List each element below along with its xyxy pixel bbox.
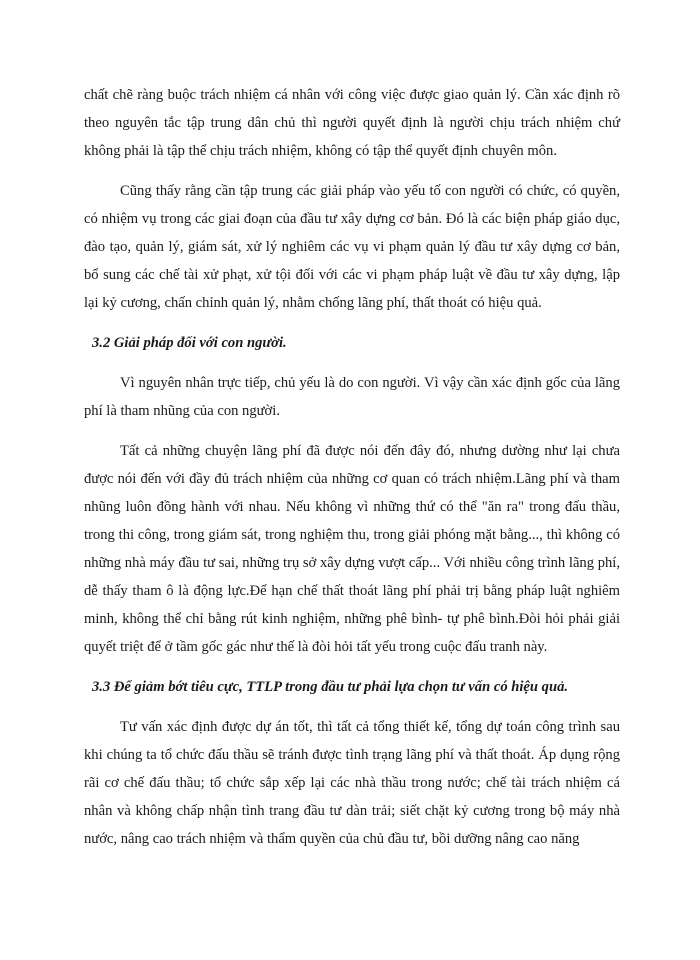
paragraph-human-factor: Cũng thấy rằng cần tập trung các giải pháp vào yếu tố con người có chức, có quyền, có nhiệm vụ trong các giai đoạn của đầu tư xây dựng cơ bản. Đó là các biện pháp giáo dục, đào tạo, quản lý, giám sát, xử lý nghiêm các vụ vi phạm quản lý đầu tư xây dựng cơ bản, bổ sung các chế tài xử phạt, xử tội đối với các vi phạm pháp luật về đầu tư xây dựng, lập lại kỷ cương, chấn chỉnh quản lý, nhằm chống lãng phí, thất thoát có hiệu quả. — [84, 183, 620, 311]
section-heading-3-2: 3.2 Giải pháp đối với con người. — [92, 335, 287, 351]
paragraph-waste-corruption: Tất cả những chuyện lãng phí đã được nói đến đây đó, nhưng dường như lại chưa được nói đến với đầy đủ trách nhiệm của những cơ quan có trách nhiệm.Lãng phí và tham nhũng luôn đồng hành với nhau. Nếu không vì những thứ có thể "ăn ra" trong đấu thầu, trong thi công, trong giám sát, trong nghiệm thu, trong giải phóng mặt bằng..., thì không có những nhà máy đầu tư sai, những trụ sở xây dựng vượt cấp... Với nhiều công trình lãng phí, dễ thấy tham ô là động lực.Để hạn chế thất thoát lãng phí phải trị bằng pháp luật nghiêm minh, không thể chỉ bằng rút kinh nghiệm, những phê bình- tự phê bình.Đòi hỏi phải giải quyết triệt để ở tầm gốc gác như thế là đòi hỏi tất yếu trong cuộc đấu tranh này. — [84, 443, 620, 655]
document-body — [84, 81, 620, 853]
paragraph-responsibility: chất chẽ ràng buộc trách nhiệm cá nhân với công việc được giao quản lý. Cần xác định rõ theo nguyên tắc tập trung dân chủ thì người quyết định là người chịu trách nhiệm chứ không phải là tập thể chịu trách nhiệm, không có tập thể quyết định chuyên môn. — [84, 87, 620, 159]
paragraph-consulting: Tư vấn xác định được dự án tốt, thì tất cả tổng thiết kế, tổng dự toán công trình sau khi chúng ta tổ chức đấu thầu sẽ tránh được tình trạng lãng phí và thất thoát. Áp dụng rộng rãi cơ chế đấu thầu; tổ chức sắp xếp lại các nhà thầu trong nước; chế tài trách nhiệm cá nhân và không chấp nhận tình trang đầu tư dàn trải; siết chặt kỷ cương trong bộ máy nhà nước, nâng cao trách nhiệm và thẩm quyền của chủ đầu tư, bồi dưỡng nâng cao năng — [84, 719, 620, 847]
paragraph-direct-cause: Vì nguyên nhân trực tiếp, chủ yếu là do con người. Vì vậy cần xác định gốc của lãng phí là tham nhũng của con người. — [84, 375, 620, 419]
section-heading-3-3: 3.3 Để giảm bớt tiêu cực, TTLP trong đầu tư phải lựa chọn tư vấn có hiệu quả. — [92, 679, 569, 695]
